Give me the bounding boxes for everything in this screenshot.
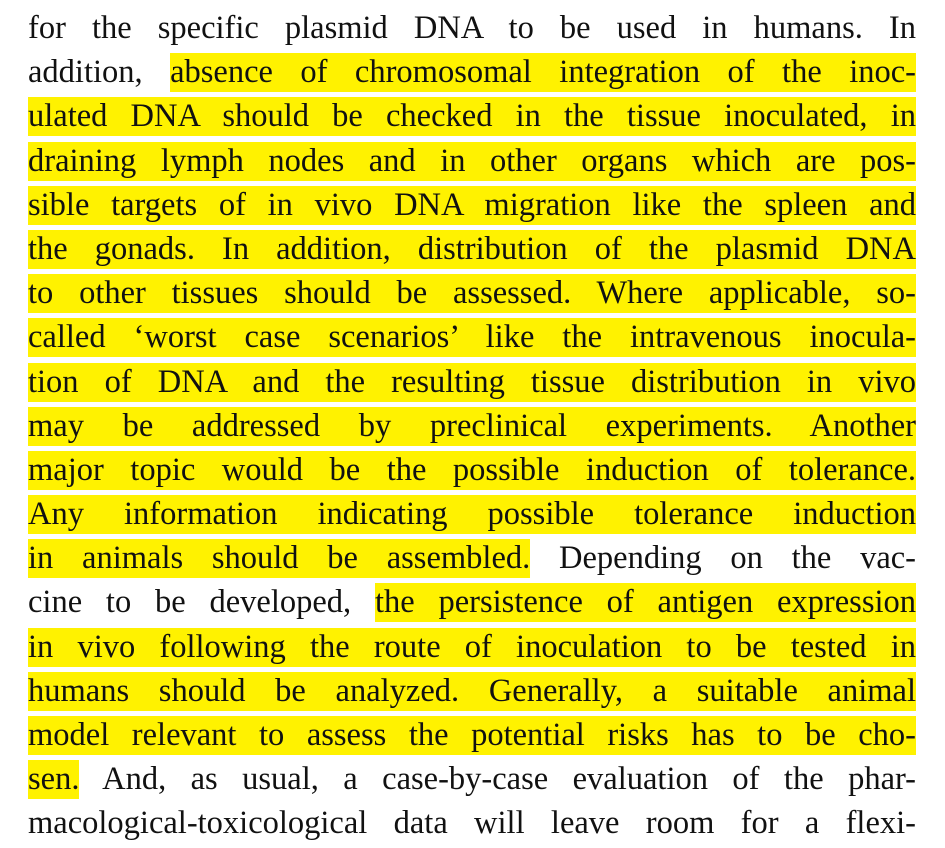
highlighted-text: draining lymph nodes and in other organs which are pos- bbox=[28, 142, 916, 179]
text-line bbox=[28, 50, 916, 94]
highlighted-text: absence of chromosomal integration of the inoc- bbox=[170, 54, 916, 91]
text-line bbox=[28, 713, 916, 757]
document-page bbox=[28, 6, 917, 842]
text-line bbox=[28, 271, 916, 315]
text-segment: macological-toxicological data will leave room for a flexi- bbox=[28, 805, 916, 842]
text-line bbox=[28, 360, 916, 404]
text-line bbox=[28, 757, 916, 801]
text-line bbox=[28, 183, 916, 227]
text-line bbox=[28, 448, 916, 492]
text-line bbox=[28, 536, 916, 580]
highlighted-text: called ‘worst case scenarios’ like the intravenous inocula- bbox=[28, 319, 916, 356]
highlighted-text: major topic would be the possible induction of tolerance. bbox=[28, 451, 916, 488]
highlighted-text: Any information indicating possible tolerance induction bbox=[28, 496, 916, 533]
text-line bbox=[28, 227, 916, 271]
highlighted-text: to other tissues should be assessed. Where applicable, so- bbox=[28, 275, 916, 312]
text-segment: for the specific plasmid DNA to be used in humans. In bbox=[28, 10, 916, 46]
highlighted-text: may be addressed by preclinical experiments. Another bbox=[28, 407, 916, 444]
text-line bbox=[28, 404, 916, 448]
text-line bbox=[28, 315, 916, 359]
text-line bbox=[28, 580, 916, 624]
highlighted-text: tion of DNA and the resulting tissue distribution in vivo bbox=[28, 363, 916, 400]
text-segment: cine to be developed, bbox=[28, 584, 375, 621]
highlighted-text: model relevant to assess the potential risks has to be cho- bbox=[28, 717, 916, 753]
text-line bbox=[28, 94, 916, 138]
highlighted-text: ulated DNA should be checked in the tissue inoculated, in bbox=[28, 98, 916, 135]
text-line bbox=[28, 801, 916, 842]
highlighted-text: the persistence of antigen expression bbox=[374, 584, 917, 621]
document-text bbox=[28, 6, 917, 842]
highlighted-text: humans should be analyzed. Generally, a suitable animal bbox=[28, 672, 916, 709]
text-line bbox=[28, 492, 916, 536]
highlighted-text: the gonads. In addition, distribution of the plasmid DNA bbox=[28, 230, 916, 267]
highlighted-text: sible targets of in vivo DNA migration like the spleen and bbox=[28, 186, 916, 223]
text-segment: Depending on the vac- bbox=[530, 540, 916, 577]
text-line bbox=[28, 669, 916, 713]
text-segment: addition, bbox=[28, 54, 171, 91]
highlighted-text: sen. bbox=[28, 761, 80, 798]
text-line bbox=[28, 139, 916, 183]
highlighted-text: in animals should be assembled. bbox=[28, 540, 531, 577]
text-line bbox=[28, 625, 916, 669]
text-line bbox=[28, 6, 916, 50]
highlighted-text: in vivo following the route of inoculation to be tested in bbox=[28, 628, 916, 665]
text-segment: And, as usual, a case-by-case evaluation of the phar- bbox=[79, 761, 916, 798]
